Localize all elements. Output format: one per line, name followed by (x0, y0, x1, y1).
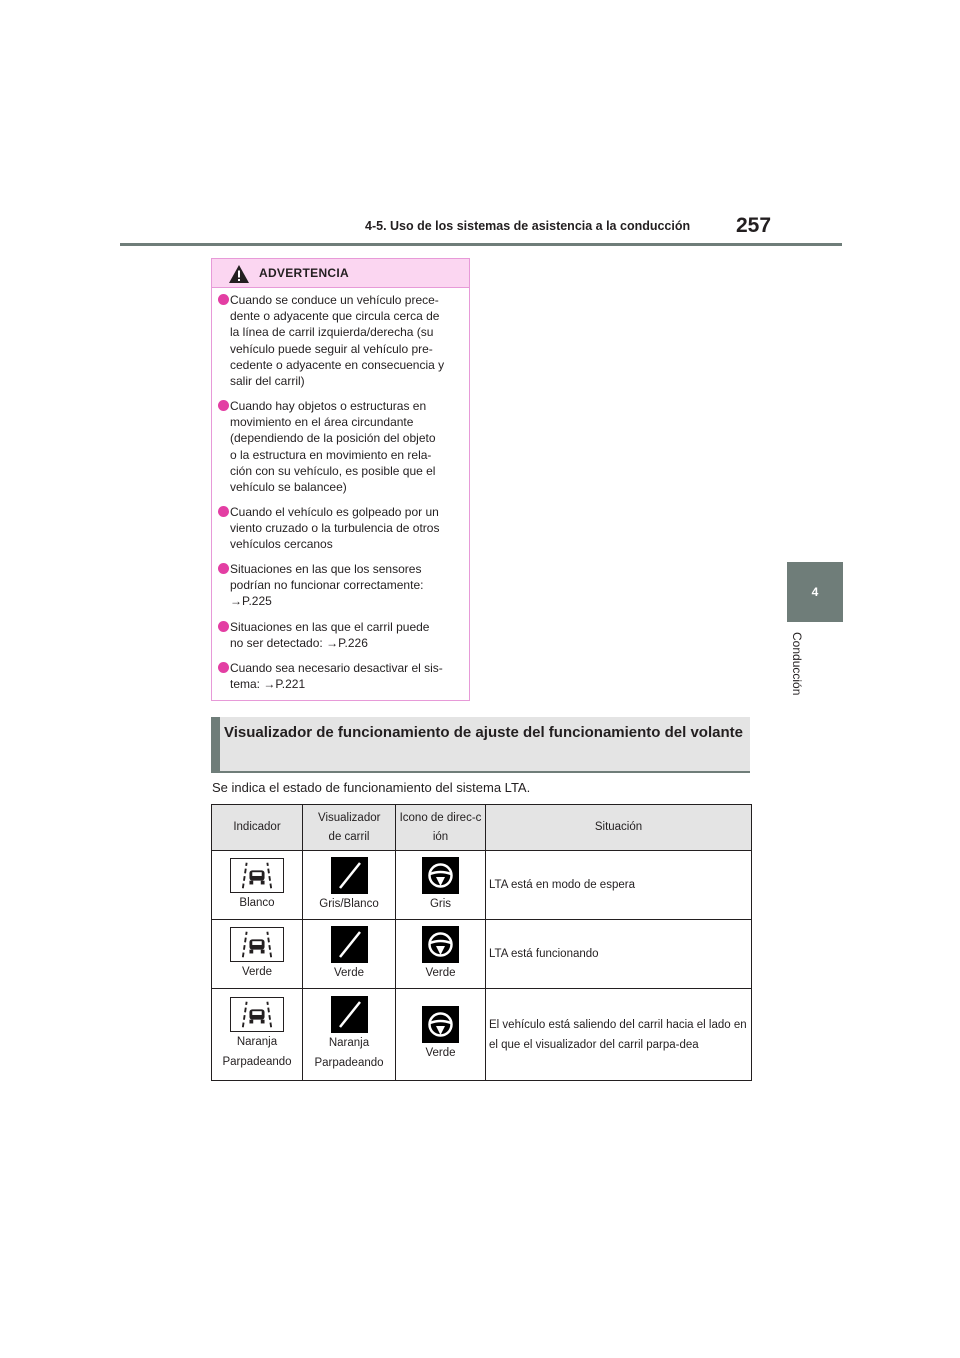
lane-line-icon (331, 857, 368, 894)
steering-label: Gris (429, 897, 452, 910)
bullet-icon (218, 563, 229, 574)
table-header-row (212, 805, 752, 851)
chapter-label-text: Conducción (790, 632, 804, 696)
steering-label: Verde (425, 966, 456, 979)
lane-cell (303, 851, 396, 920)
bullet-icon (218, 621, 229, 632)
bullet-icon (218, 506, 229, 517)
lane-line-icon (331, 996, 368, 1033)
lane-label-2: Parpadeando (314, 1057, 384, 1069)
section-heading-text: Visualizador de funcionamiento de ajuste del funcionamiento del volante (224, 724, 743, 741)
lane-car-icon (230, 927, 284, 962)
bullet-icon (218, 400, 229, 411)
lane-label: Gris/Blanco (319, 897, 379, 910)
section-heading (211, 717, 750, 771)
col-header-visualizador: Visualizador de carril (303, 805, 396, 851)
section-title: 4-5. Uso de los sistemas de asistencia a la conducción (365, 219, 691, 233)
header-rule (120, 243, 842, 246)
steering-cell (396, 989, 486, 1081)
table-row (212, 989, 752, 1081)
indicator-label: Blanco (239, 896, 275, 909)
page-number: 257 (736, 214, 772, 237)
steering-cell (396, 920, 486, 989)
situation-cell: LTA está funcionando (486, 920, 752, 989)
indicator-cell (212, 989, 303, 1081)
steering-wheel-icon (422, 926, 459, 963)
indicator-cell (212, 920, 303, 989)
steering-cell (396, 851, 486, 920)
chapter-label (788, 632, 808, 712)
lane-cell (303, 920, 396, 989)
bullet-icon (218, 662, 229, 673)
table-row (212, 920, 752, 989)
col-header-situacion: Situación (486, 805, 752, 851)
col-header-icono: Icono de direc-ción (396, 805, 486, 851)
lane-label: Naranja (328, 1037, 370, 1049)
lane-car-icon (230, 858, 284, 893)
lane-cell (303, 989, 396, 1081)
warning-triangle-icon (228, 264, 250, 284)
warning-header (212, 259, 469, 288)
situation-cell: El vehículo está saliendo del carril hacia el lado en el que el visualizador del carril parpa-dea (486, 989, 752, 1081)
chapter-tab: 4 (787, 562, 843, 622)
intro-text: Se indica el estado de funcionamiento del sistema LTA. (212, 780, 531, 795)
status-table (211, 804, 752, 1081)
steering-label: Verde (425, 1047, 456, 1059)
col-header-indicador: Indicador (212, 805, 303, 851)
indicator-cell (212, 851, 303, 920)
lane-line-icon (331, 926, 368, 963)
heading-rule (211, 771, 750, 773)
steering-wheel-icon (422, 1006, 459, 1043)
lane-car-icon (230, 997, 284, 1032)
warning-title: ADVERTENCIA (259, 266, 349, 280)
steering-wheel-icon (422, 857, 459, 894)
indicator-label-2: Parpadeando (222, 1056, 292, 1068)
warning-box: ADVERTENCIA Cuando se conduce un vehículo prece- dente o adyacente que circula cerca de la línea de carril izquierda/derecha (su vehículo puede seguir al vehículo pre- cedente o adyacente en consecuencia y salir del carril) Cuando hay objetos o estructuras en movimiento en el área circundante (dependiendo de la posición del objeto o la estructura en movimiento en rela- ción con su vehículo, es posible que el vehículo se balancee) Cuando el vehículo es golpeado por un viento cruzado o la turbulencia de otros vehículos cercanos Situaciones en las que los sensores podrían no funcionar correctamente: →P.225 Situaciones en las que el carril puede no ser detectado: →P.226 Cuando sea necesario desactivar el sis- tema: →P.221 (211, 258, 470, 701)
indicator-label: Verde (241, 965, 273, 978)
heading-accent-bar (211, 717, 220, 771)
indicator-label: Naranja (236, 1036, 278, 1048)
situation-cell: LTA está en modo de espera (486, 851, 752, 920)
table-row (212, 851, 752, 920)
lane-label: Verde (333, 966, 365, 979)
bullet-icon (218, 294, 229, 305)
